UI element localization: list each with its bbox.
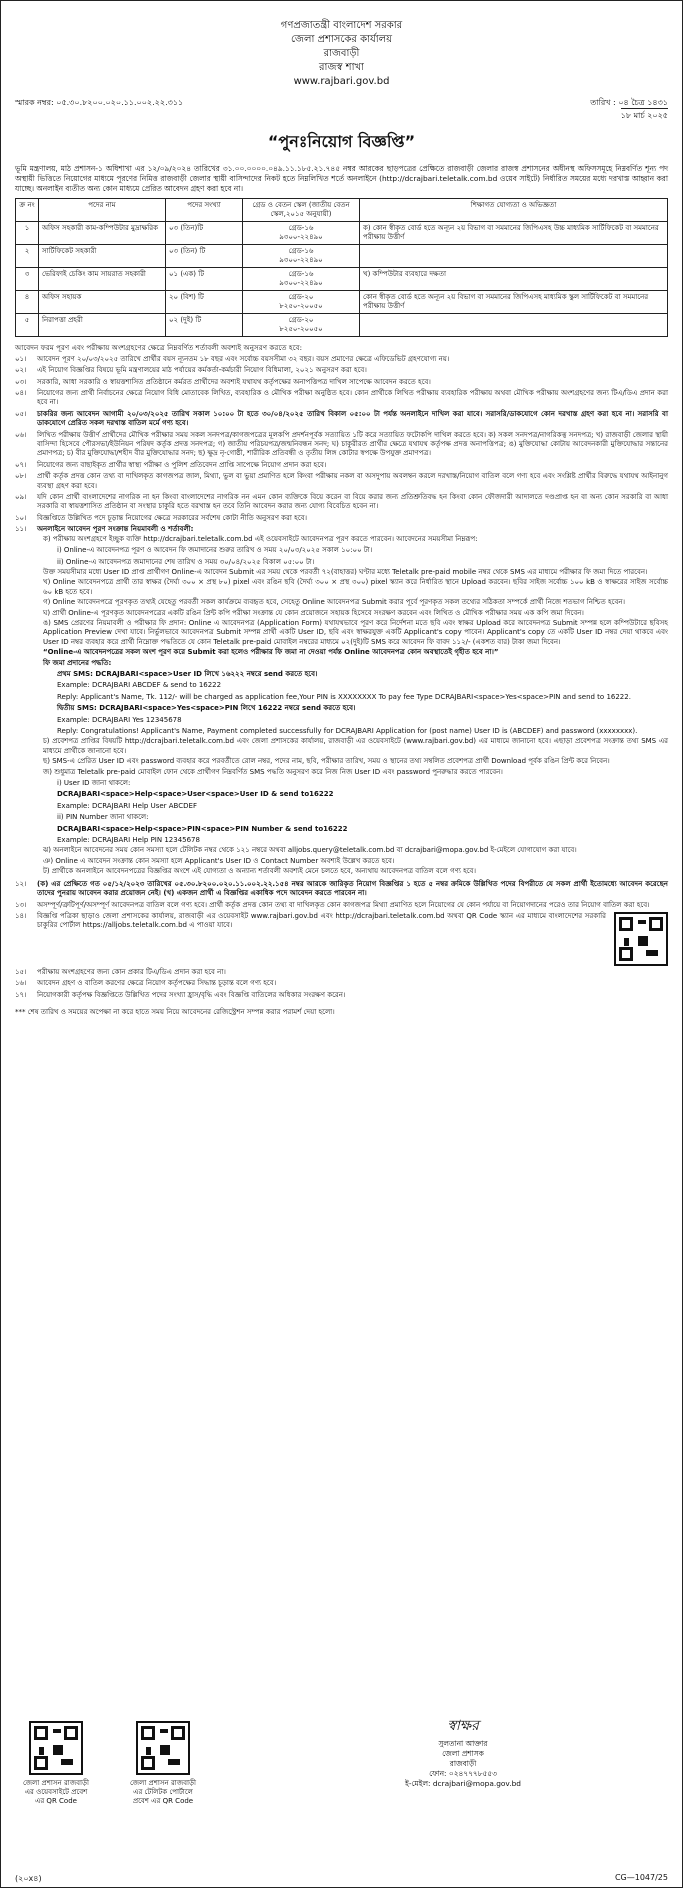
online-c: গ) Online আবেদনপত্রে পূরণকৃত তথ্যই যেহেতু পরবর্তী সকল কার্যক্রমে ব্যবহৃত হবে, সেহেতু Online আবেদনপত্র Submit করার পূর্বে পূরণকৃত সকল তথ্যের সঠিকতা সম্পর্কে প্রার্থী নিজে শতভাগ নিশ্চিত হবেন। [43, 598, 626, 607]
footer [15, 1718, 668, 1871]
qr-code-icon[interactable] [614, 912, 668, 966]
rule-number: ১৭। [15, 990, 27, 999]
online-d: ঘ) প্রার্থী Online-এ পূরণকৃত আবেদনপত্রের একটি রঙিন প্রিন্ট কপি পরীক্ষা সংক্রান্ত যে কোন প্রয়োজনে সহায়ক হিসেবে সংরক্ষণ করবেন এবং লিখিত ও মৌখিক পরীক্ষার সময় এক কপি জমা দিবেন। [43, 608, 584, 617]
rule-item [15, 378, 668, 387]
qr-code-icon[interactable] [29, 1721, 83, 1775]
rule-item [15, 991, 668, 1000]
online-k: ট) প্রার্থীকে অনলাইনে আবেদনপত্রের বিজ্ঞপ্তির অংশে এই যোগ্যতা ও অন্যান্য শর্তাবলী অবশ্যই মেনে চলতে হবে, অন্যথায় আবেদনপত্র বাতিল বলে গণ্য হবে। [43, 867, 476, 876]
cell-post: অফিস সহায়ক [39, 291, 166, 314]
rules-list [15, 355, 668, 1000]
rule-item [15, 410, 668, 429]
col-qualification: শিক্ষাগত যোগ্যতা ও অভিজ্ঞতা [360, 199, 668, 222]
rule-text: প্রার্থী কর্তৃক প্রদত্ত কোন তথ্য বা দাখিলকৃত কাগজপত্র জাল, মিথ্যা, ভুল বা ভুয়া প্রমাণিত হলে কিংবা পরীক্ষায় নকল বা অসদুপায় অবলম্বন করলে দরখাস্ত/নিয়োগ বাতিল বলে গণ্য হবে এবং সংশ্লিষ্ট প্রার্থীর বিরুদ্ধে যথাযথ আইনানুগ ব্যবস্থা গ্রহণ করা হবে। [37, 472, 668, 490]
rule-14-text: বিজ্ঞপ্তি পত্রিকা ছাড়াও জেলা প্রশাসকের কার্যালয়, রাজবাড়ী এর ওয়েবসাইট www.rajbari.gov.bd এবং http://dcrajbari.teletalk.com.bd অথবা QR Code স্ক্যান এর মাধ্যমে বাংলাদেশের সরকারি চাকুরির পোর্টাল https://alljobs.teletalk.com.bd এ পাওয়া যাবে। [37, 911, 606, 930]
government-name: গণপ্রজাতন্ত্রী বাংলাদেশ সরকার [280, 20, 403, 31]
table-row [16, 314, 668, 337]
end-note: *** শেষ তারিখ ও সময়ের অপেক্ষা না করে হাতে সময় নিয়ে আবেদনের রেজিস্ট্রেশন সম্পন্ন করার পরামর্শ দেয়া হলো। [15, 1008, 335, 1017]
sms1-title: প্রথম SMS: DCRAJBARI<space>User ID লিখে ১৬২২২ নম্বরে send করতে হবে। [57, 669, 318, 678]
rule-item-online [15, 525, 668, 877]
rule-number: ১০। [15, 513, 27, 522]
rule-number: ০৭। [15, 460, 27, 469]
intro-paragraph: ভূমি মন্ত্রণালয়, মাঠ প্রশাসন-১ অধিশাখা এর ১২/০৯/২০২৪ তারিখের ৩১.০০.০০০০.০৪৯.১১.১৮৫.২১.৭৪৫ নম্বর আরকের ছাড়পত্রের প্রেক্ষিতে রাজবাড়ী জেলার রাজস্ব প্রশাসনের অধীনস্থ অফিসসমূহে নিম্নবর্ণিত শূন্য পদ অস্থায়ী ভিত্তিতে নিয়োগের মাধ্যমে পূরণের নিমিত্ত রাজবাড়ী জেলার স্থায়ী বাসিন্দাদের নিকট হতে নিম্নলিখিত শর্তে অনলাইনে (http://dcrajbari.teletalk.com.bd ওয়েব সাইটে) নির্ধারিত সময়ের মধ্যে দরখাস্ত আহ্বান করা যাচ্ছে। অনলাইন ব্যতীত অন্য কোন মাধ্যমে প্রেরিত আবেদন গ্রহণ করা হবে না। [15, 164, 668, 193]
ad-size: (২০x৪) [15, 1874, 42, 1883]
website-link[interactable]: www.rajbari.gov.bd [293, 76, 390, 87]
rule-item [15, 366, 668, 375]
rule-number: ১১। [15, 525, 27, 534]
table-row [16, 245, 668, 268]
cell-grade: গ্রেড-১৬ ৯৩০০-২২৪৯০ [243, 268, 360, 291]
sms2-example: Example: DCRAJBARI Yes 12345678 [57, 715, 182, 724]
help-pin-sms: DCRAJBARI<space>Help<space>PIN<space>PIN Number & send to16222 [57, 824, 348, 833]
cell-count: ০৩ (তিন)টি [166, 222, 243, 245]
rule-number: ১৪। [15, 911, 27, 920]
ad-code: CG—1047/25 [614, 1873, 668, 1882]
help-pin-title: ii) PIN Number জানা থাকলে: [57, 813, 149, 822]
rule-text [37, 912, 668, 966]
cell-qualification: খ) কম্পিউটার ব্যবহারে দক্ষতা [360, 268, 668, 291]
rule-number: ০৮। [15, 472, 27, 481]
rule-item [15, 968, 668, 977]
signer-title: জেলা প্রশাসক [442, 1749, 484, 1758]
rule-item [15, 901, 668, 910]
online-a-i: i) Online-এ আবেদনপত্র পূরণ ও আবেদন ফি জমাদানের শুরুর তারিখ ও সময় ২০/০৩/২০২৫ সকাল ১০:০০ টা। [57, 546, 373, 555]
table-row [16, 268, 668, 291]
rule-item [15, 880, 668, 899]
rule-text: চাকরির জন্য আবেদন আগামী ২০/০৩/২০২৫ তারিখ সকাল ১০:০০ টা হতে ৩০/০৪/২০২৫ তারিখ বিকাল ০৫:০০ টা পর্যন্ত অনলাইনে দাখিল করা যাবে। সরাসরি/ডাকযোগে কোন দরখাস্ত গ্রহণ করা হবে না। সরাসরি বা ডাকযোগে প্রেরিত সকল দরখাস্ত বাতিল মর্মে গণ্য হবে। [37, 409, 668, 428]
rule-text: যদি কোন প্রার্থী বাংলাদেশের নাগরিক না হন কিংবা বাংলাদেশের নাগরিক নন এমন কোন ব্যক্তিকে বিয়ে করেন বা বিয়ে করার জন্য প্রতিশ্রুতিবদ্ধ হন কিংবা কোন ফৌজদারী আদালতে দণ্ডপ্রাপ্ত হন বা অন্য কোন সরকারি বা আধা সরকারি বা স্বায়ত্তশাসিত প্রতিষ্ঠান বা সংস্থার চাকুরি হতে বরখাস্ত হন তবে তিনি আবেদন করার জন্য যোগ্য বিবেচিত হবেন না। [37, 493, 668, 511]
rule-text: (ক) এর প্রেক্ষিতে গত ০৫/১২/২০২৩ তারিখের ০৫.৩০.৮২০০.০২০.১১.০০২.২২.১৫৪ নম্বর আরকে জারিকৃত নিয়োগ বিজ্ঞপ্তির ১ হতে ৫ নম্বর ক্রমিকে উল্লিখিত পদের বিপরীতে যে সকল প্রার্থী ইতোমধ্যে আবেদন করেছেন তাদের পুনরায় আবেদন করার প্রয়োজন নেই। (খ) একজন প্রার্থী এ বিজ্ঞপ্তির একাধিক পদে আবেদন করতে পারবেন না। [37, 879, 668, 898]
date-label: তারিখ : [590, 98, 616, 107]
rule-item [15, 493, 668, 512]
col-serial: ক্র নং [16, 199, 39, 222]
fee-heading: ফি জমা প্রদানের পদ্ধতি: [43, 658, 112, 667]
cell-grade: গ্রেড-১৬ ৯৩০০-২২৪৯০ [243, 245, 360, 268]
rule-text: আবেদন পূরণ ২০/০৩/২০২৫ তারিখে প্রার্থীর বয়স ন্যূনতম ১৮ বছর এবং সর্বোচ্চ বয়সসীমা ৩২ বছর। বয়স প্রমাণের ক্ষেত্রে এফিডেভিট গ্রহণযোগ্য নয়। [37, 354, 450, 363]
col-post-count: পদের সংখ্যা [166, 199, 243, 222]
online-heading: অনলাইনে আবেদন পূরণ সংক্রান্ত নিয়মাবলী ও শর্তাবলী: [37, 525, 194, 534]
online-e: ঙ) SMS প্রেরণের নিয়মাবলী ও পরীক্ষার ফি প্রদান: Online এ আবেদনপত্র (Application Form) যথাযথভাবে পূরণ করে নির্দেশনা মতে ছবি এবং স্বাক্ষর Upload করে আবেদনপত্র Submit সম্পন্ন হলে কম্পিউটারে ছবিসহ Application Preview দেখা যাবে। নির্ভুলভাবে আবেদনপত্র Submit সম্পন্ন প্রার্থী একটি User ID, ছবি এবং স্বাক্ষরযুক্ত একটি Applicant's copy পাবেন। Applicant's copy তে একটি User ID নম্বর দেয়া থাকবে এবং User ID নম্বর ব্যবহার করে প্রার্থী নিম্নোক্ত পদ্ধতিতে যে কোন Teletalk pre-paid মোবাইল নম্বরের মাধ্যমে ০২(দুই)টি SMS করে আবেদন ফি বাবদ ১১২/- (একশত বার) টাকা জমা দিবেন। [43, 618, 668, 646]
rule-text: সরকারি, আধা সরকারি ও স্বায়ত্তশাসিত প্রতিষ্ঠানে কর্মরত প্রার্থীদের অবশ্যই যথাযথ কর্তৃপক্ষের অনাপত্তিপত্র দাখিল সাপেক্ষে আবেদন করতে হবে। [37, 377, 431, 386]
cell-serial: ৩ [16, 268, 39, 291]
notice-title: “পুনঃনিয়োগ বিজ্ঞপ্তি” [267, 132, 416, 151]
help-user-sms: DCRAJBARI<space>Help<space>User<space>User ID & send to16222 [57, 790, 334, 799]
sms2-title: দ্বিতীয় SMS: DCRAJBARI<space>Yes<space>PIN লিখে 16222 নম্বরে send করতে হবে। [57, 704, 356, 713]
online-j: ঞ) Online এ আবেদন সংক্রান্ত কোন সমস্যা হলে Applicant's User ID ও Contact Number অবশ্যই উল্লেখ করতে হবে। [43, 856, 395, 865]
rule-number: ০৬। [15, 430, 27, 439]
cell-count: ০২ (দুই) টি [166, 314, 243, 337]
cell-grade: গ্রেড-২০ ৮২৫০-২০০৫০ [243, 291, 360, 314]
rule-text: নিয়োগের জন্য প্রার্থী নির্বাচনের ক্ষেত্রে নিয়োগ বিধি মোতাবেক লিখিত, ব্যবহারিক ও মৌখিক পরীক্ষা অনুষ্ঠিত হবে। কোন প্রার্থীকে লিখিত পরীক্ষায় ব্যবহারিক পরীক্ষায় অথবা মৌখিক পরীক্ষায় অংশগ্রহণের জন্য টিএ/ডিএ প্রদান করা হবে না। [37, 389, 668, 407]
online-a-ii: ii) Online-এ আবেদনপত্র জমাদানের শেষ তারিখ ও সময় ৩০/০৪/২০২৫ বিকাল ০৫:০০ টা। [57, 557, 315, 566]
help-user-title: i) User ID জানা থাকলে: [57, 779, 131, 788]
rule-number: ১৬। [15, 979, 27, 988]
rule-text: পরীক্ষায় অংশগ্রহণের জন্য কোন প্রকার টিএ/ডিএ প্রদান করা হবে না। [37, 967, 226, 976]
signature-block [388, 1718, 538, 1789]
date-bangla: ০৪ চৈত্র ১৪৩১ [618, 98, 668, 107]
qr-website-caption: জেলা প্রশাসন রাজবাড়ী এর ওয়েবসাইটে প্রবেশ এর QR Code [22, 1779, 90, 1805]
help-user-example: Example: DCRAJBARI Help User ABCDEF [57, 801, 197, 810]
rule-number: ০৯। [15, 493, 27, 502]
rule-text [37, 525, 668, 877]
signer-email[interactable]: ই-মেইল: dcrajbari@mopa.gov.bd [405, 1779, 521, 1788]
rule-item [15, 979, 668, 988]
rule-number: ১২। [15, 879, 27, 888]
cell-post: ভেরিফাই চেকিং কাম সায়রাত সহকারী [39, 268, 166, 291]
online-f: চ) প্রবেশপত্র প্রাপ্তির বিষয়টি http://dcrajbari.teletalk.com.bd এবং জেলা প্রশাসকের কার্যালয়, রাজবাড়ী এর ওয়েবসাইটে (www.rajbari.gov.bd) এর মাধ্যমে জানানো হবে। এছাড়া প্রবেশপত্র সংক্রান্ত তথ্য SMS এর মাধ্যমে প্রার্থীকে জানানো হবে। [43, 737, 668, 755]
sms1-reply: Reply: Applicant's Name, Tk. 112/- will be charged as application fee,Your PIN is XXXXXXXX To pay fee Type DCRAJBARI<space>Yes<space>PIN and send to 16222. [57, 692, 631, 701]
signer-district: রাজবাড়ী [449, 1759, 477, 1768]
memo-number: স্মারক নম্বর: ০৫.৩০.৮২০০.০২০.১১.০০২.২২.৩১১ [15, 98, 184, 107]
signer-phone: ফোন: ০২৪৭৭৭৮৫৫৩ [429, 1769, 497, 1778]
rule-number: ০২। [15, 366, 27, 375]
conditions-note: আবেদন ফরম পূরণ এবং পরীক্ষায় অংশগ্রহণের ক্ষেত্রে নিম্নবর্ণিত শর্তাবলী অবশ্যই অনুসরণ করতে হবে: [15, 343, 303, 352]
rule-item [15, 355, 668, 364]
office-name: জেলা প্রশাসকের কার্যালয় [290, 34, 392, 45]
cell-qualification [360, 245, 668, 268]
qr-website-block [21, 1721, 91, 1806]
col-post-name: পদের নাম [39, 199, 166, 222]
section-name: রাজস্ব শাখা [319, 62, 364, 73]
qr-teletalk-caption: জেলা প্রশাসন রাজবাড়ী এর টেলিটক পোর্টালে প্রবেশ এর QR Code [129, 1779, 197, 1805]
rule-item [15, 389, 668, 408]
cell-serial: ২ [16, 245, 39, 268]
qr-code-icon[interactable] [136, 1721, 190, 1775]
rule-item [15, 472, 668, 491]
online-b: খ) Online আবেদনপত্রে প্রার্থী তার স্বাক্ষর (দৈর্ঘ্য ৩০০ × প্রস্থ ৮০) pixel এবং রঙিন ছবি (দৈর্ঘ্য ৩০০ × প্রস্থ ৩০০) pixel স্ক্যান করে নির্ধারিত স্থানে Upload করবেন। ছবির সাইজ সর্বোচ্চ ১০০ kB ও স্বাক্ষরের সাইজ সর্বোচ্চ ৬০ kB হতে হবে। [43, 578, 668, 596]
cell-count: ০৩ (তিন) টি [166, 245, 243, 268]
table-row [16, 222, 668, 245]
rule-number: ০৪। [15, 389, 27, 398]
cell-qualification: কোন স্বীকৃত বোর্ড হতে অন্যূন ২য় বিভাগ বা সমমানের জিপিএসহ মাধ্যমিক স্কুল সার্টিফিকেট বা সমমানের পরীক্ষায় উত্তীর্ণ [360, 291, 668, 314]
rule-number: ১৫। [15, 967, 27, 976]
online-rules [43, 535, 668, 877]
cell-qualification [360, 314, 668, 337]
cell-qualification: ক) কোন স্বীকৃত বোর্ড হতে অন্যূন ২য় বিভাগ বা সমমানের জিপিএসহ উচ্চ মাধ্যমিক সার্টিফিকেট বা সমমানের পরীক্ষায় উত্তীর্ণ [360, 222, 668, 245]
rule-item [15, 912, 668, 966]
cell-serial: ৫ [16, 314, 39, 337]
cell-post: নিরাপত্তা প্রহরী [39, 314, 166, 337]
rule-number: ০৩। [15, 377, 27, 386]
rule-text: নিয়োগের জন্য বাছাইকৃত প্রার্থীর স্বাস্থ্য পরীক্ষা ও পুলিশ প্রতিবেদন প্রাপ্তি সাপেক্ষে নিয়োগ প্রদান করা হবে। [37, 460, 327, 469]
bottom-bar [15, 1873, 668, 1886]
online-a-note: উক্ত সময়সীমার মধ্যে User ID প্রাপ্ত প্রার্থীগণ Online-এ আবেদন Submit এর সময় থেকে পরবর্তী ৭২(বাহাত্তর) ঘণ্টার মধ্যে Teletalk pre-paid mobile নম্বর থেকে SMS এর মাধ্যমে পরীক্ষার ফি জমা দিতে পারবেন। [43, 567, 648, 576]
rule-text: লিখিত পরীক্ষায় উত্তীর্ণ প্রার্থীদের মৌখিক পরীক্ষার সময় সকল সনদপত্র/কাগজপত্রের মূলকপি প্রদর্শনপূর্বক সত্যায়িত ১টি করে সত্যায়িত ফটোকপি দাখিল করতে হবে। ক) সকল সনদপত্র/নাগরিকত্ব সনদপত্র; খ) রাজবাড়ী জেলার স্থায়ী বাসিন্দা হিসেবে পৌরসভা/ইউনিয়ন পরিষদ কর্তৃক প্রদত্ত সনদপত্র; গ) জাতীয় পরিচয়পত্র/জন্মনিবন্ধন সনদ; ঘ) চাকুরীরত প্রার্থীর ক্ষেত্রে যথাযথ কর্তৃপক্ষ প্রদত্ত অনাপত্তিপত্র; ঙ) মুক্তিযোদ্ধা কোটায় আবেদনকারী মুক্তিযোদ্ধার সন্তানের প্রমাণপত্র; চ) বীর মুক্তিযোদ্ধা/শহীদ বীর মুক্তিযোদ্ধার সনদ; ছ) ক্ষুদ্র নৃ-গোষ্ঠী, শারীরিক প্রতিবন্ধী ও তৃতীয় লিঙ্গ কোটার স্বপক্ষে উপযুক্ত প্রমাণপত্র। [37, 430, 668, 458]
qr-teletalk-block [125, 1721, 201, 1806]
cell-serial: ১ [16, 222, 39, 245]
rule-text: এই নিয়োগ বিজ্ঞপ্তির বিষয়ে ভূমি মন্ত্রণালয়ের মাঠ পর্যায়ের কর্মকর্তা-কর্মচারী নিয়োগ বিধিমালা, ২০২১ অনুসরণ করা হবে। [37, 366, 367, 375]
online-e-warning: “Online-এ আবেদনপত্রের সকল অংশ পূরণ করে Submit করা হলেও পরীক্ষার ফি জমা না দেওয়া পর্যন্ত Online আবেদনপত্র কোন অবস্থাতেই গৃহীত হবে না।” [43, 648, 499, 657]
help-pin-example: Example: DCRAJBARI Help PIN 12345678 [57, 836, 200, 845]
cell-post: সার্টিফিকেট সহকারী [39, 245, 166, 268]
cell-post: অফিস সহকারী কাম-কম্পিউটার মুদ্রাক্ষরিক [39, 222, 166, 245]
rule-number: ০৫। [15, 409, 27, 418]
signer-name: সুলতানা আক্তার [438, 1739, 488, 1748]
online-h: জ) শুধুমাত্র Teletalk pre-paid মোবাইল ফোন থেকে প্রার্থীগণ নিম্নবর্ণিত SMS পদ্ধতি অনুসরণ করে নিজ নিজ User ID এবং password পুনরুদ্ধার করতে পারবেন। [43, 767, 503, 776]
memo-row [15, 97, 668, 121]
date-block [590, 97, 668, 121]
cell-grade: গ্রেড-১৬ ৯৩০০-২২৪৯০ [243, 222, 360, 245]
rule-item [15, 461, 668, 470]
rule-text: আবেদন গ্রহণ ও বাতিল করণের ক্ষেত্রে নিয়োগ কর্তৃপক্ষের সিদ্ধান্ত চূড়ান্ত বলে গণ্য হবে। [37, 979, 277, 988]
rule-text: বিজ্ঞপ্তিতে উল্লিখিত পদে চূড়ান্ত নিয়োগের ক্ষেত্রে সরকারের সর্বশেষ কোটা নীতি অনুসরণ করা হবে। [37, 513, 308, 522]
date-english: ১৮ মার্চ ২০২৫ [621, 108, 668, 121]
rule-text: নিয়োগকারী কর্তৃপক্ষ বিজ্ঞপ্তিতে উল্লিখিত পদের সংখ্যা হ্রাস/বৃদ্ধি এবং বিজ্ঞপ্তি বাতিলের অধিকার সংরক্ষণ করেন। [37, 990, 346, 999]
rule-item [15, 514, 668, 523]
sms1-example: Example: DCRAJBARI ABCDEF & send to 16222 [57, 681, 222, 690]
online-g: ছ) SMS-এ প্রেরিত User ID এবং password ব্যবহার করে পরবর্তীতে রোল নম্বর, পদের নাম, ছবি, পরীক্ষার তারিখ, সময় ও স্থানের তথ্য সম্বলিত প্রবেশপত্র প্রার্থী Download পূর্বক রঙিন প্রিন্ট করে নিবেন। [43, 757, 610, 766]
posts-table [15, 198, 668, 337]
table-row [16, 291, 668, 314]
office-header [15, 19, 668, 89]
rule-item [15, 431, 668, 459]
table-header-row [16, 199, 668, 222]
col-grade-scale: গ্রেড ও বেতন স্কেল (জাতীয় বেতন স্কেল,২০১৫ অনুযায়ী) [243, 199, 360, 222]
online-a: ক) পরীক্ষায় অংশগ্রহণে ইচ্ছুক ব্যক্তি http://dcrajbari.teletalk.com.bd এই ওয়েবসাইটে আবেদনপত্র পূরণ করতে পারবেন। আবেদনের সময়সীমা নিম্নরূপ: [43, 534, 478, 543]
rule-number: ০১। [15, 354, 27, 363]
signature-mark: স্বাক্ষর [447, 1718, 479, 1734]
online-i: ঝ) অনলাইনে আবেদনের সময় কোন সমস্যা হলে টেলিটক নম্বর থেকে ১২১ নম্বরে অথবা alljobs.query@teletalk.com.bd বা dcrajbari@mopa.gov.bd ই-মেইলে যোগাযোগ করা যাবে। [43, 846, 577, 855]
sms2-reply: Reply: Congratulations! Applicant's Name, Payment completed successfully for DCRAJBARI Application for (post name) User ID is (ABCDEF) and password (xxxxxxxx). [57, 727, 638, 736]
cell-serial: ৪ [16, 291, 39, 314]
cell-count: ০১ (এক) টি [166, 268, 243, 291]
rule-text: অসম্পূর্ণ/ত্রুটিপূর্ণ/অসম্পূর্ণ আবেদনপত্র বাতিল বলে গণ্য হবে। প্রার্থী কর্তৃক প্রদত্ত কোন তথ্য বা দাখিলকৃত কোন কাগজপত্র মিথ্যা প্রমাণিত হলে নিয়োগের যে কোন পর্যায়ে বা নিয়োগদানের পরেও তার নিয়োগ বাতিল করা হবে। [37, 900, 650, 909]
cell-grade: গ্রেড-২০ ৮২৫০-২০০৫০ [243, 314, 360, 337]
district-name: রাজবাড়ী [323, 48, 360, 59]
cell-count: ২০ (বিশ) টি [166, 291, 243, 314]
rule-number: ১৩। [15, 900, 27, 909]
